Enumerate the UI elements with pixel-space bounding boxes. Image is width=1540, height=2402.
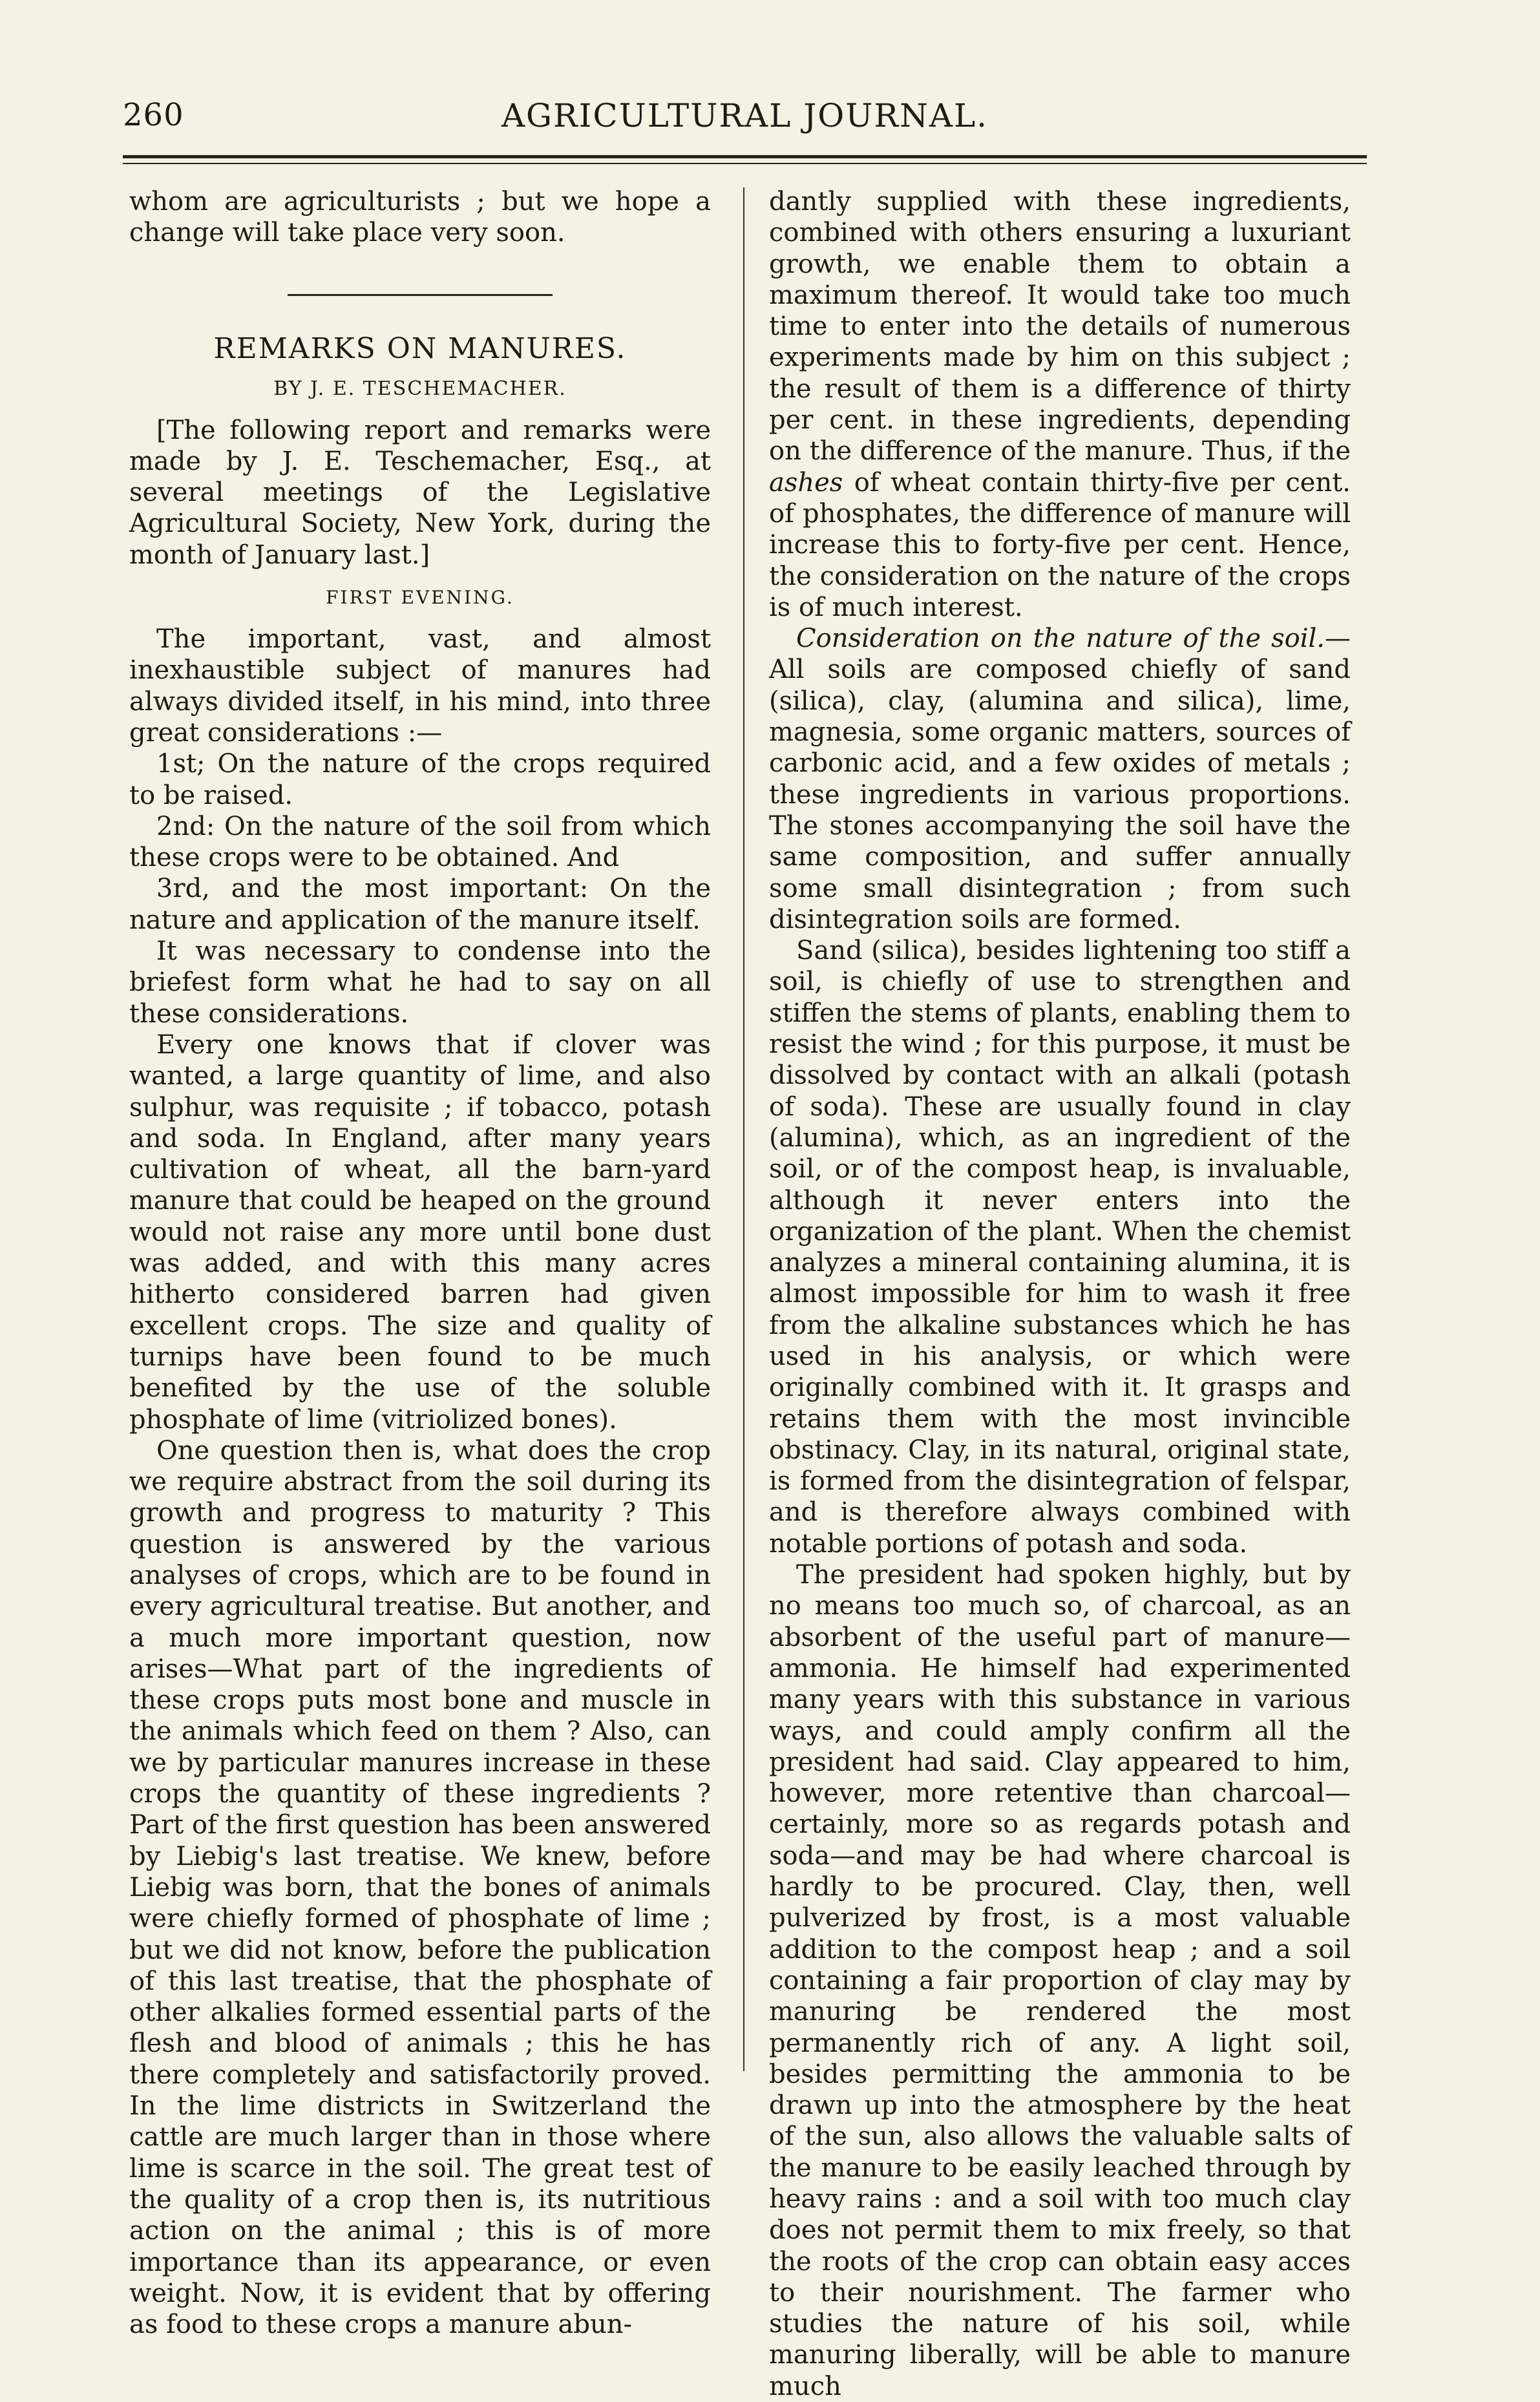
right-column	[769, 186, 1351, 2401]
header-rule	[123, 155, 1367, 158]
text-run: dantly supplied with these ingredients, combined with others ensuring a luxuriant growth, we enable them to obtain a maximum thereof. It would take too much time to enter into the details of numerous experiments made by him on this subject ; the result of them is a difference of thirty per cent. in these ingredients, depending on the difference of the manure. Thus, if the	[769, 187, 1351, 467]
intro-paragraph: whom are agriculturists ; but we hope a change will take place very soon.	[129, 187, 711, 248]
body-paragraph	[769, 623, 1351, 935]
body-paragraph: Every one knows that if clover was wanted, a large quantity of lime, and also sulphur, was requisite ; if tobacco, potash and soda. In England, after many years cultivation of wheat, all the barn-yard manure that could be heaped on the ground would not raise any more until bone dust was added, and with this many acres hitherto considered barren had given excellent crops. The size and quality of turnips have been found to be much benefited by the use of the soluble phosphate of lime (vitriolized bones).	[129, 1029, 711, 1435]
article-title: REMARKS ON MANURES.	[213, 332, 627, 365]
column-divider	[743, 187, 744, 2071]
left-column	[129, 186, 711, 2340]
body-paragraph: 1st; On the nature of the crops required to be raised.	[129, 749, 711, 810]
article-byline: BY J. E. TESCHEMACHER.	[273, 377, 567, 400]
body-paragraph: 2nd: On the nature of the soil from which these crops were to be obtained. And	[129, 811, 711, 873]
page-number: 260	[123, 97, 184, 133]
running-title: AGRICULTURAL JOURNAL.	[501, 97, 989, 134]
section-subhead: FIRST EVENING.	[326, 587, 514, 609]
text-run: of wheat contain thirty-five per cent. of phosphates, the difference of manure will increase this to forty-five per cent. Hence, the consideration on the nature of the crops is of much interest.	[769, 467, 1351, 622]
italic-text: ashes	[769, 467, 843, 498]
italic-heading: Consideration on the nature of the soil.	[796, 624, 1325, 654]
page-header	[123, 97, 1367, 149]
header-rule-thin	[123, 163, 1367, 164]
body-paragraph: The important, vast, and almost inexhaustible subject of manures had always divided itself, in his mind, into three great considerations :—	[129, 624, 711, 748]
body-paragraph	[769, 186, 1351, 623]
section-divider	[288, 294, 553, 296]
body-paragraph: Sand (silica), besides lightening too stiff a soil, is chiefly of use to strengthen and stiffen the stems of plants, enabling them to resist the wind ; for this purpose, it must be dissolved by contact with an alkali (potash of soda). These are usually found in clay (alumina), which, as an ingredient of the soil, or of the compost heap, is invaluable, although it never enters into the organization of the plant. When the chemist analyzes a mineral containing alumina, it is almost impossible for him to wash it free from the alkaline substances which he has used in his analysis, or which were originally combined with it. It grasps and retains them with the most invincible obstinacy. Clay, in its natural, original state, is formed from the disintegration of felspar, and is therefore always combined with notable portions of potash and soda.	[769, 936, 1351, 1559]
editor-note: [The following report and remarks were made by J. E. Teschemacher, Esq., at several meetings of the Legislative Agricultural Society, New York, during the month of January last.]	[129, 415, 711, 570]
body-paragraph: The president had spoken highly, but by no means too much so, of charcoal, as an absorbent of the useful part of manure—ammonia. He himself had experimented many years with this substance in various ways, and could amply confirm all the president had said. Clay appeared to him, however, more retentive than charcoal—certainly, more so as regards potash and soda—and may be had where charcoal is hardly to be procured. Clay, then, well pulverized by frost, is a most valuable addition to the compost heap ; and a soil containing a fair proportion of clay may by manuring be rendered the most permanently rich of any. A light soil, besides permitting the ammonia to be drawn up into the atmosphere by the heat of the sun, also allows the valuable salts of the manure to be easily leached through by heavy rains : and a soil with too much clay does not permit them to mix freely, so that the roots of the crop can obtain easy acces to their nourishment. The farmer who studies the nature of his soil, while manuring liberally, will be able to manure much	[769, 1560, 1351, 2401]
body-paragraph: It was necessary to condense into the briefest form what he had to say on all these considerations.	[129, 936, 711, 1029]
text-run: —All soils are composed chiefly of sand (silica), clay, (alumina and silica), lime, magnesia, some organic matters, sources of carbonic acid, and a few oxides of metals ; these ingredients in various proportions. The stones accompanying the soil have the same composition, and suffer annually some small disintegration ; from such disintegration soils are formed.	[769, 624, 1351, 934]
body-paragraph: One question then is, what does the crop we require abstract from the soil during its growth and progress to maturity ? This question is answered by the various analyses of crops, which are to be found in every agricultural treatise. But another, and a much more important question, now arises—What part of the ingredients of these crops puts most bone and muscle in the animals which feed on them ? Also, can we by particular manures increase in these crops the quantity of these ingredients ? Part of the first question has been answered by Liebig's last treatise. We knew, before Liebig was born, that the bones of animals were chiefly formed of phosphate of lime ; but we did not know, before the publication of this last treatise, that the phosphate of other alkalies formed essential parts of the flesh and blood of animals ; this he has there completely and satisfactorily proved. In the lime districts in Switzerland the cattle are much larger than in those where lime is scarce in the soil. The great test of the quality of a crop then is, its nutritious action on the animal ; this is of more importance than its appearance, or even weight. Now, it is evident that by offering as food to these crops a manure abun-	[129, 1435, 711, 2340]
body-paragraph: 3rd, and the most important: On the nature and application of the manure itself.	[129, 874, 711, 935]
